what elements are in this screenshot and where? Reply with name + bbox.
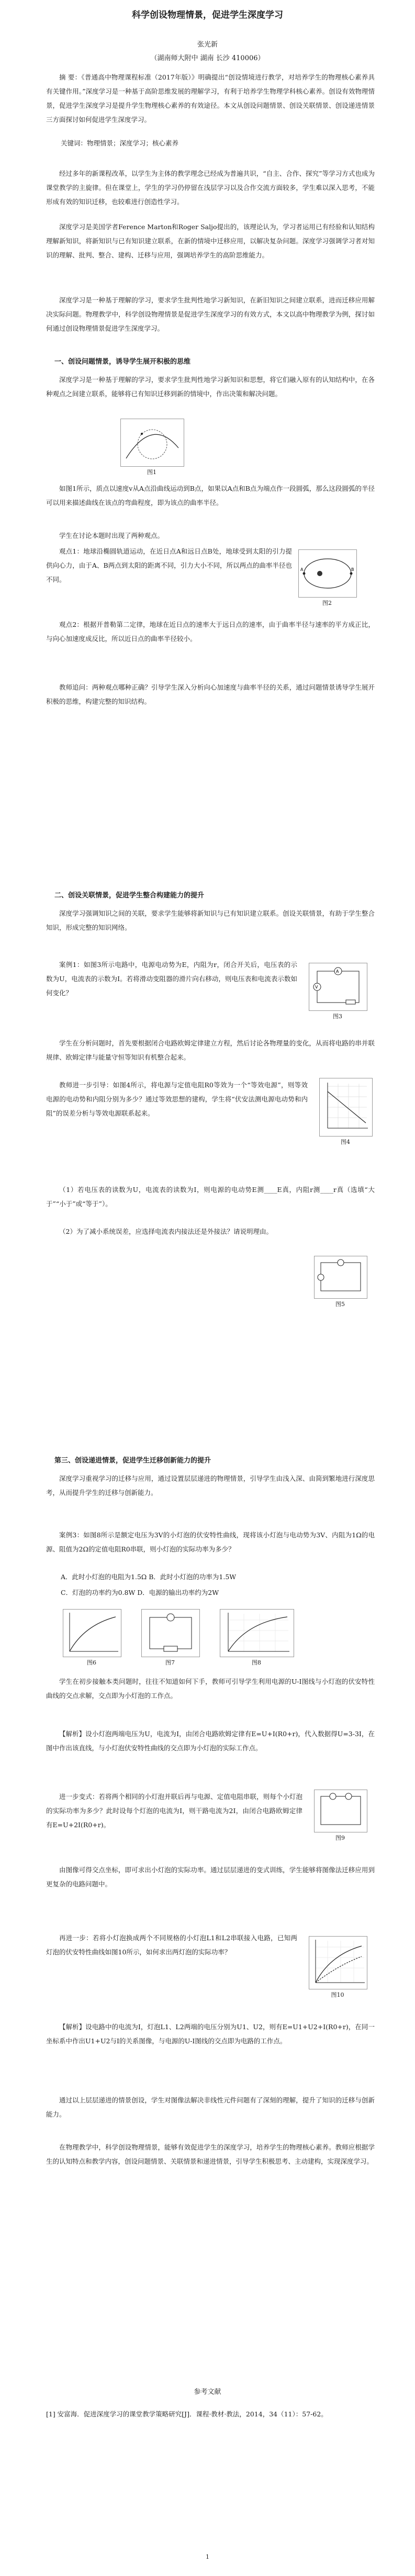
section-heading: 二、创设关联情景，促进学生整合构建能力的提升 [54,892,205,899]
figure-3-caption: 图3 [333,1013,342,1020]
abstract: 摘 要：《普通高中物理课程标准（2017年版）》明确提出“创设情境进行教学，对培养学生的物理核心素养具有关键作用。”深度学习是一种基于高阶思维发展的理解学习，有利于培养学生物理学科核心素养。创设有效物理情景，促进学生深度学习是提升学生物理核心素养的有效途径。本文从创设问题情景、创设关联情景、创设递进情景三方面探讨如何促进学生深度学习。 [46,73,375,123]
figure-4 [319,1078,373,1137]
body-paragraph: （2）为了减小系统误差，应选择电流表内接法还是外接法？请说明理由。 [59,1228,273,1235]
figure-8 [220,1609,294,1657]
body-paragraph: 观点1：地球沿椭圆轨道运动，在近日点A和远日点B处，地球受到太阳的引力提供向心力，由于A、B两点到太阳的距离不同，引力大小不同，所以两点的曲率半径也不同。 [46,547,292,583]
figure-2-caption: 图2 [322,600,332,606]
circuit-diagram [315,1256,367,1298]
keywords: 关键词：物理情景；深度学习；核心素养 [61,139,179,147]
reference-item: [1] 安富海．促进深度学习的课堂教学策略研究[J]．课程·教材·教法，2014，34（11）：57-62。 [46,2410,328,2418]
svg-text:V: V [315,985,318,989]
circuit-diagram [315,1790,367,1832]
figure-8-caption: 图8 [252,1659,261,1666]
body-paragraph: 教师追问：两种观点哪种正确？引导学生深入分析向心加速度与曲率半径的关系，通过问题情景诱导学生展开积极的思维，构建完整的知识结构。 [46,683,375,705]
body-paragraph: 学生在分析问题时，首先要根据闭合电路欧姆定律建立方程，然后讨论各物理量的变化，从而将电路的串并联规律、欧姆定律与能量守恒等知识有机整合起来。 [46,1039,375,1061]
body-paragraph: 深度学习强调知识之间的关联，要求学生能够将新知识与已有知识建立联系。创设关联情景，有助于学生整合知识，形成完整的知识网络。 [46,909,375,931]
section-heading: 第三、创设递进情景，促进学生迁移创新能力的提升 [54,1457,211,1465]
author-name: 张光新 [197,41,218,49]
body-paragraph: 进一步变式：若将两个相同的小灯泡并联后再与电源、定值电阻串联，则每个小灯泡的实际功率为多少？此时设每个灯泡的电流为I，则干路电流为2I，由闭合电路欧姆定律有E=U+2I(R0+r)。 [46,1793,302,1829]
figure-6 [63,1609,121,1657]
body-paragraph: 【解析】设小灯泡两端电压为U，电流为I，由闭合电路欧姆定律有E=U+I(R0+r)，代入数据得U=3-3I，在图中作出该直线，与小灯泡伏安特性曲线的交点即为小灯泡的实际工作点。 [46,1730,375,1752]
option-row: C．灯泡的功率约为0.8W D．电源的输出功率约为2W [61,1589,219,1596]
option-row: A．此时小灯泡的电阻为1.5Ω B．此时小灯泡的功率为1.5W [61,1573,237,1581]
figure-10 [309,1936,367,1989]
figure-9-caption: 图9 [335,1835,345,1841]
ellipse-orbit-diagram [299,550,356,597]
body-paragraph: 由图像可得交点坐标，即可求出小灯泡的实际功率。通过层层递进的变式训练，学生能够将图像法迁移应用到更复杂的电路问题中。 [46,1866,375,1888]
body-paragraph: 深度学习重视学习的迁移与应用，通过设置层层递进的物理情景，引导学生由浅入深、由简到繁地进行深度思考，从而提升学生的迁移与创新能力。 [46,1475,375,1497]
figure-7 [141,1609,200,1657]
body-paragraph: 观点2：根据开普勒第二定律，地球在近日点的速率大于远日点的速率，由于曲率半径与速率的平方成正比，与向心加速度成反比，所以近日点的曲率半径较小。 [46,621,375,643]
body-paragraph: （1）若电压表的读数为U，电流表的读数为I，则电源的电动势E测____E真，内阻r测____r真（选填“大于”“小于”或“等于”）。 [46,1186,375,1208]
page-number: 1 [206,2553,209,2560]
figure-1-caption: 图1 [147,469,156,476]
body-paragraph: 学生在初步接触本类问题时，往往不知道如何下手，教师可引导学生利用电源的U-I图线与小灯泡的伏安特性曲线的交点求解，交点即为小灯泡的工作点。 [46,1678,375,1700]
body-paragraph: 教师进一步引导：如图4所示，将电源与定值电阻R0等效为一个“等效电源”，则等效电源的电动势和内阻分别为多少？通过等效思想的建构，学生将“伏安法测电源电动势和内阻”的误差分析与等效电源联系起来。 [46,1081,308,1117]
intro-paragraph: 经过多年的新课程改革，以学生为主体的教学理念已经成为普遍共识，“自主、合作、探究”等学习方式也成为课堂教学的主旋律。但在课堂上，学生的学习仍停留在浅层学习以及合作交流方面较多，学生难以深入思考，不能形成有效的知识迁移，也较难进行创造性学习。 [46,170,375,206]
body-paragraph: 案例3：如图8所示是额定电压为3V的小灯泡的伏安特性曲线，现将该小灯泡与电动势为3V、内阻为1Ω的电源、阻值为2Ω的定值电阻R0串联，则小灯泡的实际功率为多少？ [46,1531,375,1553]
figure-6-caption: 图6 [87,1659,96,1666]
svg-text:A: A [336,969,339,974]
body-paragraph: 【解析】设电路中的电流为I，灯泡L1、L2两端的电压分别为U1、U2，则有E=U1+U2+I(R0+r)，在同一坐标系中作出U1+U2与I的关系图像，与电源的U-I图线的交点即为电路的工作点。 [46,2023,375,2045]
body-paragraph: 再进一步：若将小灯泡换成两个不同规格的小灯泡L1和L2串联接入电路，已知两灯泡的伏安特性曲线如图10所示，如何求出两灯泡的实际功率？ [46,1934,297,1956]
paper-title: 科学创设物理情景，促进学生深度学习 [132,10,283,20]
figure-7-caption: 图7 [165,1659,175,1666]
intro-paragraph: 深度学习是一种基于理解的学习，要求学生批判性地学习新知识，在新旧知识之间建立联系，进而迁移应用解决实际问题。物理教学中，科学创设物理情景是促进学生深度学习的有效方式，本文以高中物理教学为例，探讨如何通过创设物理情景促进学生深度学习。 [46,296,375,332]
svg-text:B: B [351,567,354,572]
body-paragraph: 在物理教学中，科学创设物理情景，能够有效促进学生的深度学习，培养学生的物理核心素养。教师应根据学生的认知特点和教学内容，创设问题情景、关联情景和递进情景，引导学生积极思考、主动建构，实现深度学习。 [46,2143,375,2165]
circuit-diagram [142,1610,199,1657]
references-title: 参考文献 [194,2388,221,2396]
body-paragraph: 学生在讨论本题时出现了两种观点。 [59,532,164,539]
figure-1 [120,419,184,467]
iv-curve [309,1937,367,1989]
section-heading: 一、创设问题情景，诱导学生展开积极的思维 [54,358,191,366]
body-paragraph: 通过以上层层递进的情景创设，学生对图像法解决非线性元件问题有了深刻的理解，提升了知识的迁移与创新能力。 [46,2096,375,2118]
figure-9 [314,1790,367,1832]
author-affiliation: （湖南师大附中 湖南 长沙 410006） [150,54,265,62]
curve-diagram [121,419,184,466]
graph-plot [320,1078,372,1136]
intro-paragraph: 深度学习是美国学者Ference Marton和Roger Saljo提出的，该理论认为，学习者运用已有经验和认知结构理解新知识，将新知识与已有知识建立联系，在新的情境中迁移应用，以解决复杂问题。深度学习强调学习者对知识的理解、批判、整合、建构、迁移与应用，强调培养学生的高阶思维能力。 [46,223,375,259]
iv-curve [220,1610,294,1657]
body-paragraph: 深度学习是一种基于理解的学习，要求学生批判性地学习新知识和思想，将它们融入原有的认知结构中，在各种观点之间建立联系，能够将已有知识迁移到新的情境中，作出决策和解决问题。 [46,376,375,398]
figure-10-caption: 图10 [331,1992,344,1998]
figure-5 [314,1256,367,1299]
body-paragraph: 如图1所示，质点以速度v从A点沿曲线运动到B点，如果以A点和B点为端点作一段圆弧，那么这段圆弧的半径可以用来描述曲线在该点的弯曲程度，即为该点的曲率半径。 [46,485,375,507]
figure-4-caption: 图4 [341,1139,350,1145]
figure-5-caption: 图5 [335,1301,345,1308]
svg-text:A: A [300,567,304,572]
circuit-diagram [309,963,367,1010]
iv-curve [63,1610,121,1657]
body-paragraph: 案例1：如图3所示电路中，电源电动势为E，内阻为r，闭合开关后，电压表的示数为U，电流表的示数为I。若将滑动变阻器的滑片向右移动，则电压表和电流表示数如何变化？ [46,961,297,997]
figure-2 [298,549,357,598]
figure-3 [309,963,367,1011]
